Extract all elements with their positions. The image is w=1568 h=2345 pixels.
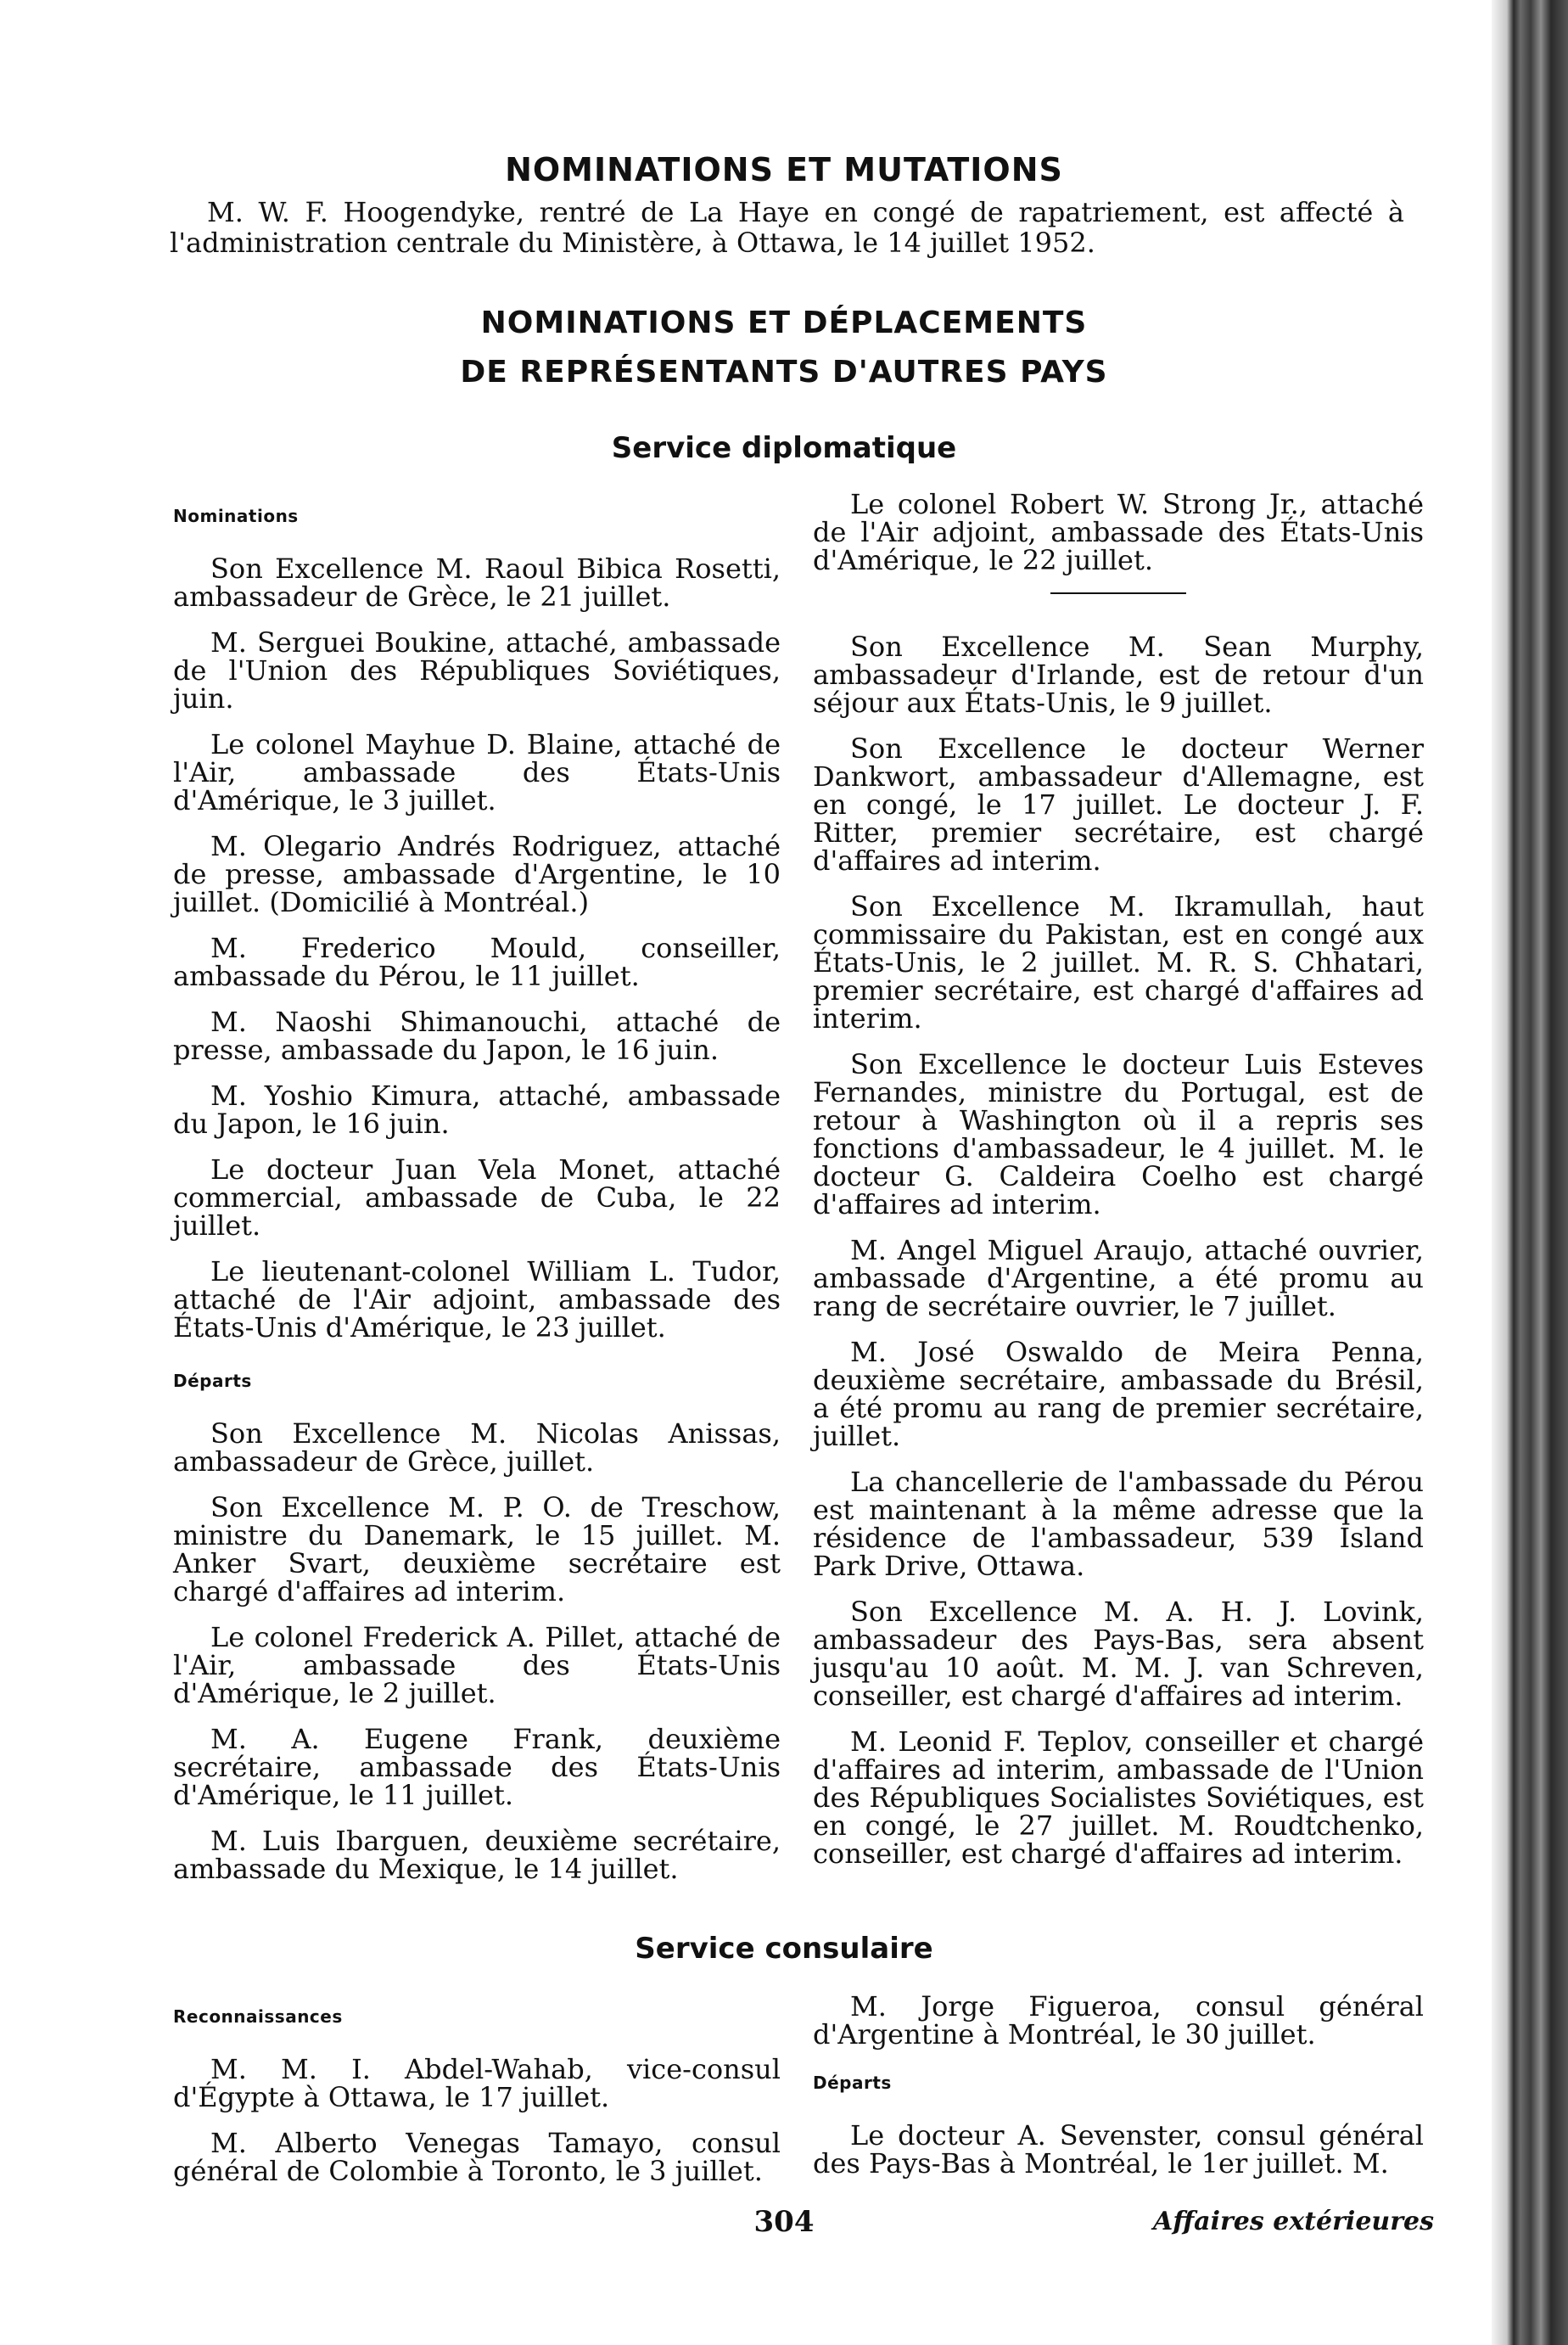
right-entry: M. José Oswaldo de Meira Penna, deuxième secrétaire, ambassade du Brésil, a été promu au rang de premier secrétaire, juillet. (813, 1336, 1424, 1452)
right-entry: M. Angel Miguel Araujo, attaché ouvrier, ambassade d'Argentine, a été promu au rang de secrétaire ouvrier, le 7 juillet. (813, 1234, 1424, 1322)
departs-label: Départs (173, 1371, 252, 1391)
right-entry: La chancellerie de l'ambassade du Pérou est maintenant à la même adresse que la résidence de l'ambassadeur, 539 Island Park Drive, Ottawa. (813, 1466, 1424, 1582)
consular-right-column (813, 1990, 1424, 2196)
diplomatic-left-column (173, 506, 781, 1901)
scanned-page-edge (1492, 0, 1568, 2345)
journal-title: Affaires extérieures (1153, 2207, 1434, 2236)
service-diplomatique-title: Service diplomatique (611, 431, 957, 465)
reconnaissances-label: Reconnaissances (173, 2006, 343, 2027)
nomination-entry: M. Yoshio Kimura, attaché, ambassade du Japon, le 16 juin. (173, 1080, 781, 1140)
right-entry: Le colonel Robert W. Strong Jr., attaché de l'Air adjoint, ambassade des États-Unis d'Amérique, le 22 juillet. (813, 488, 1424, 576)
heading-representants-line1: NOMINATIONS ET DÉPLACEMENTS (480, 306, 1088, 340)
consular-right-entry: M. Jorge Figueroa, consul général d'Argentine à Montréal, le 30 juillet. (813, 1990, 1424, 2050)
depart-entry: M. A. Eugene Frank, deuxième secrétaire, ambassade des États-Unis d'Amérique, le 11 juillet. (173, 1723, 781, 1811)
nomination-entry: M. Serguei Boukine, attaché, ambassade de l'Union des Républiques Soviétiques, juin. (173, 626, 781, 715)
reconnaissance-entry: M. M. I. Abdel-Wahab, vice-consul d'Égypte à Ottawa, le 17 juillet. (173, 2053, 781, 2113)
nomination-entry: Son Excellence M. Raoul Bibica Rosetti, ambassadeur de Grèce, le 21 juillet. (173, 553, 781, 613)
page-number: 304 (753, 2205, 815, 2239)
intro-paragraph: M. W. F. Hoogendyke, rentré de La Haye en congé de rapatriement, est affecté à l'administration centrale du Ministère, à Ottawa, le 14 juillet 1952. (170, 196, 1404, 259)
depart-entry: Son Excellence M. P. O. de Treschow, ministre du Danemark, le 15 juillet. M. Anker Svart, deuxième secrétaire est chargé d'affaires ad interim. (173, 1491, 781, 1607)
heading-representants-line2: DE REPRÉSENTANTS D'AUTRES PAYS (460, 355, 1108, 390)
depart-entry: Son Excellence M. Nicolas Anissas, ambassadeur de Grèce, juillet. (173, 1417, 781, 1478)
depart-entry: Le colonel Frederick A. Pillet, attaché de l'Air, ambassade des États-Unis d'Amérique, le 2 juillet. (173, 1621, 781, 1709)
nomination-entry: M. Frederico Mould, conseiller, ambassade du Pérou, le 11 juillet. (173, 932, 781, 992)
right-entry: Son Excellence le docteur Werner Dankwort, ambassadeur d'Allemagne, est en congé, le 17 juillet. Le docteur J. F. Ritter, premier secrétaire, est chargé d'affaires ad interim. (813, 732, 1424, 877)
consular-depart-entry: Le docteur A. Sevenster, consul général des Pays-Bas à Montréal, le 1er juillet. M. (813, 2119, 1424, 2180)
separator-rule (1050, 592, 1186, 594)
nomination-entry: M. Olegario Andrés Rodriguez, attaché de presse, ambassade d'Argentine, le 10 juillet. (Domicilié à Montréal.) (173, 830, 781, 918)
right-entry: Son Excellence M. Sean Murphy, ambassadeur d'Irlande, est de retour d'un séjour aux États-Unis, le 9 juillet. (813, 631, 1424, 719)
nomination-entry: M. Naoshi Shimanouchi, attaché de presse, ambassade du Japon, le 16 juin. (173, 1006, 781, 1066)
reconnaissance-entry: M. Alberto Venegas Tamayo, consul général de Colombie à Toronto, le 3 juillet. (173, 2127, 781, 2187)
nominations-label: Nominations (173, 506, 299, 526)
diplomatic-right-column (813, 488, 1424, 1886)
right-entry: Son Excellence le docteur Luis Esteves Fernandes, ministre du Portugal, est de retour à Washington où il a repris ses fonctions d'ambassadeur, le 4 juillet. M. le docteur G. Caldeira Coelho est chargé d'affaires ad interim. (813, 1048, 1424, 1220)
consular-left-column (173, 2006, 781, 2203)
right-entry: Son Excellence M. A. H. J. Lovink, ambassadeur des Pays-Bas, sera absent jusqu'au 10 août. M. M. J. van Schreven, conseiller, est chargé d'affaires ad interim. (813, 1596, 1424, 1712)
heading-nominations-mutations: NOMINATIONS ET MUTATIONS (505, 151, 1063, 188)
right-entry: Son Excellence M. Ikramullah, haut commissaire du Pakistan, est en congé aux États-Unis, le 2 juillet. M. R. S. Chhatari, premier secrétaire, est chargé d'affaires ad interim. (813, 890, 1424, 1035)
nomination-entry: Le colonel Mayhue D. Blaine, attaché de l'Air, ambassade des États-Unis d'Amérique, le 3 juillet. (173, 728, 781, 816)
service-consulaire-title: Service consulaire (635, 1932, 933, 1966)
depart-entry: M. Luis Ibarguen, deuxième secrétaire, ambassade du Mexique, le 14 juillet. (173, 1825, 781, 1885)
right-entry: M. Leonid F. Teplov, conseiller et chargé d'affaires ad interim, ambassade de l'Union des Républiques Socialistes Soviétiques, est en congé, le 27 juillet. M. Roudtchenko, conseiller, est chargé d'affaires ad interim. (813, 1725, 1424, 1870)
nomination-entry: Le docteur Juan Vela Monet, attaché commercial, ambassade de Cuba, le 22 juillet. (173, 1153, 781, 1242)
nomination-entry: Le lieutenant-colonel William L. Tudor, attaché de l'Air adjoint, ambassade des États-Unis d'Amérique, le 23 juillet. (173, 1255, 781, 1344)
consular-departs-label: Départs (813, 2073, 892, 2093)
